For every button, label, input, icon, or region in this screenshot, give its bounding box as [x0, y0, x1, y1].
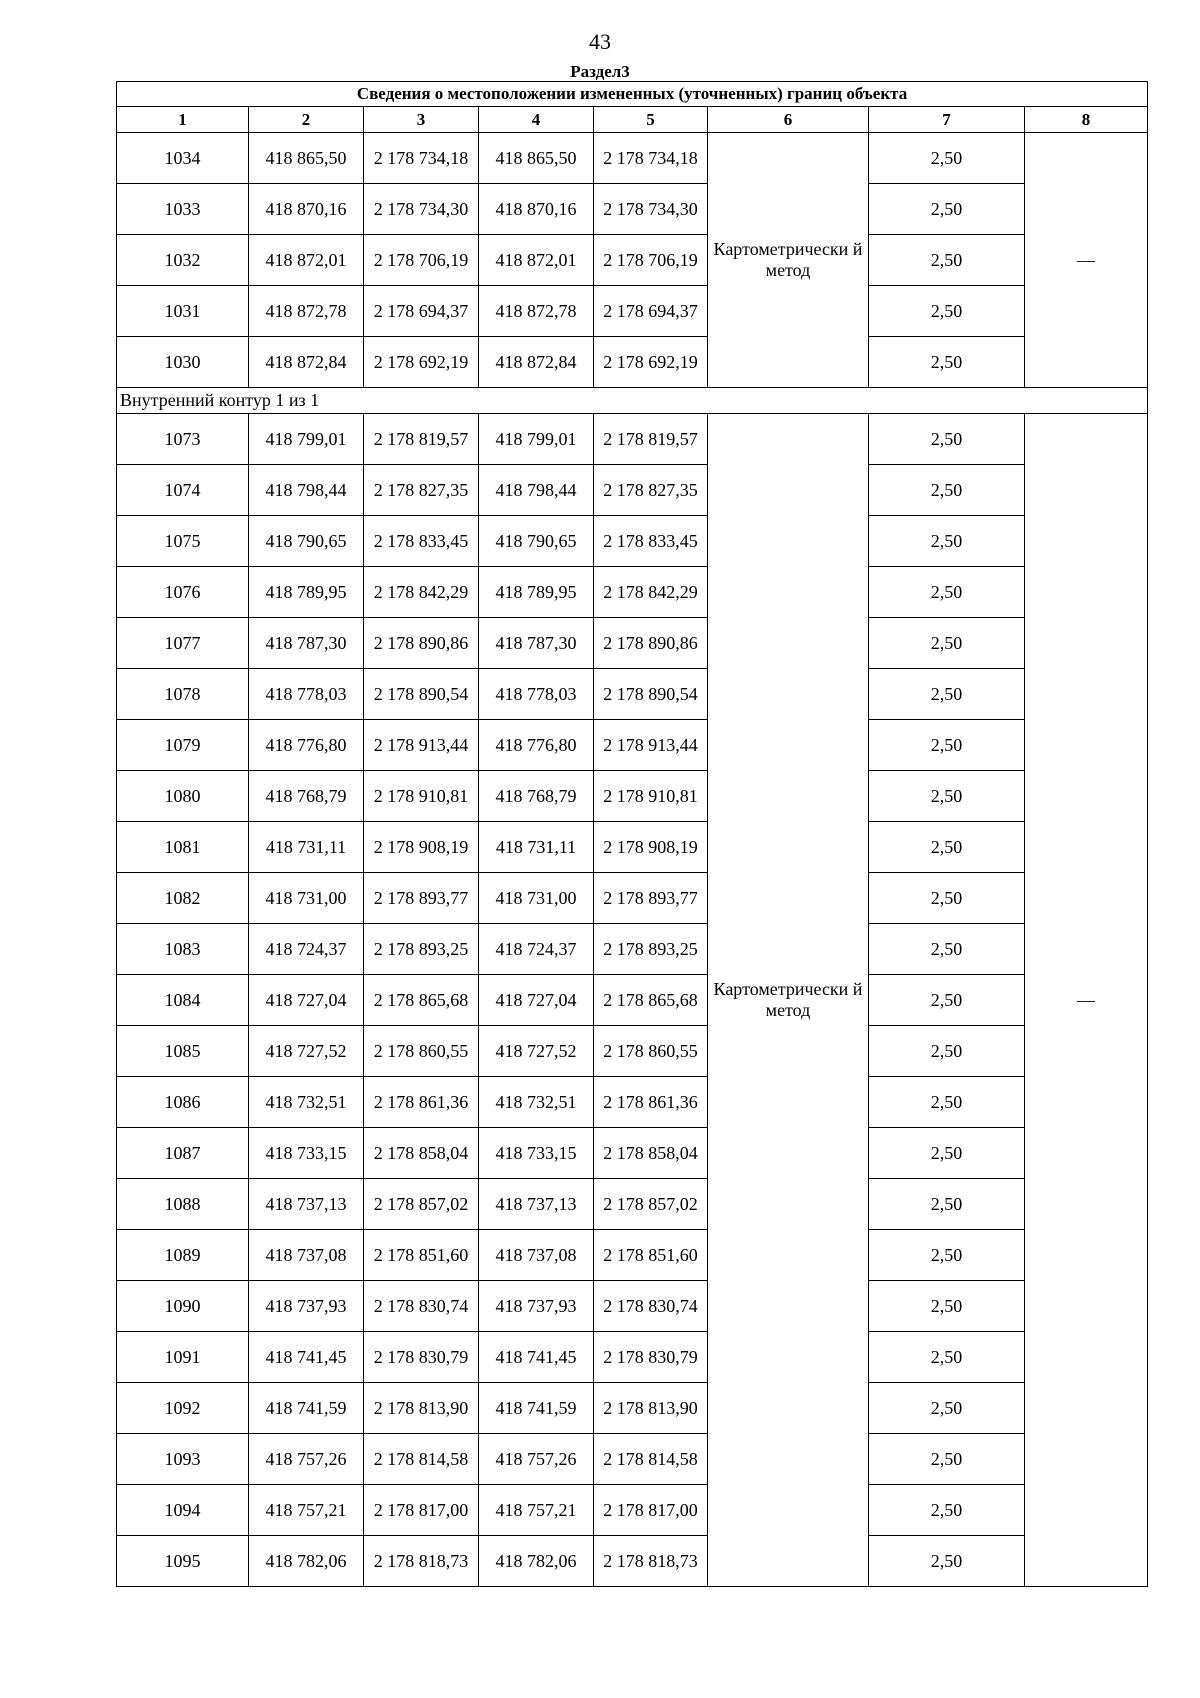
x-coordinate-cell: 418 737,93 — [479, 1281, 594, 1332]
point-number-cell: 1081 — [117, 822, 249, 873]
x-coordinate-cell: 418 872,01 — [479, 235, 594, 286]
y-coordinate-cell: 2 178 819,57 — [364, 414, 479, 465]
accuracy-cell: 2,50 — [869, 235, 1025, 286]
x-coordinate-cell: 418 757,26 — [249, 1434, 364, 1485]
x-coordinate-cell: 418 790,65 — [249, 516, 364, 567]
x-coordinate-cell: 418 727,04 — [249, 975, 364, 1026]
y-coordinate-cell: 2 178 813,90 — [594, 1383, 708, 1434]
point-number-cell: 1085 — [117, 1026, 249, 1077]
x-coordinate-cell: 418 872,84 — [249, 337, 364, 388]
point-number-cell: 1088 — [117, 1179, 249, 1230]
y-coordinate-cell: 2 178 890,86 — [364, 618, 479, 669]
point-number-cell: 1078 — [117, 669, 249, 720]
column-number-header: 8 — [1025, 107, 1148, 133]
x-coordinate-cell: 418 731,00 — [249, 873, 364, 924]
x-coordinate-cell: 418 872,78 — [479, 286, 594, 337]
point-number-cell: 1093 — [117, 1434, 249, 1485]
y-coordinate-cell: 2 178 842,29 — [364, 567, 479, 618]
y-coordinate-cell: 2 178 819,57 — [594, 414, 708, 465]
accuracy-cell: 2,50 — [869, 1281, 1025, 1332]
x-coordinate-cell: 418 732,51 — [479, 1077, 594, 1128]
x-coordinate-cell: 418 782,06 — [479, 1536, 594, 1587]
accuracy-cell: 2,50 — [869, 1383, 1025, 1434]
table-row — [117, 133, 1148, 184]
y-coordinate-cell: 2 178 706,19 — [594, 235, 708, 286]
table-title-row — [117, 82, 1148, 107]
y-coordinate-cell: 2 178 890,54 — [364, 669, 479, 720]
x-coordinate-cell: 418 865,50 — [249, 133, 364, 184]
x-coordinate-cell: 418 737,13 — [249, 1179, 364, 1230]
x-coordinate-cell: 418 768,79 — [479, 771, 594, 822]
y-coordinate-cell: 2 178 814,58 — [594, 1434, 708, 1485]
y-coordinate-cell: 2 178 860,55 — [364, 1026, 479, 1077]
point-number-cell: 1080 — [117, 771, 249, 822]
point-number-cell: 1089 — [117, 1230, 249, 1281]
y-coordinate-cell: 2 178 910,81 — [364, 771, 479, 822]
point-number-cell: 1073 — [117, 414, 249, 465]
x-coordinate-cell: 418 776,80 — [249, 720, 364, 771]
y-coordinate-cell: 2 178 908,19 — [364, 822, 479, 873]
point-number-cell: 1086 — [117, 1077, 249, 1128]
x-coordinate-cell: 418 731,11 — [479, 822, 594, 873]
x-coordinate-cell: 418 731,11 — [249, 822, 364, 873]
x-coordinate-cell: 418 757,21 — [249, 1485, 364, 1536]
y-coordinate-cell: 2 178 734,30 — [594, 184, 708, 235]
y-coordinate-cell: 2 178 818,73 — [594, 1536, 708, 1587]
point-number-cell: 1082 — [117, 873, 249, 924]
table-row — [117, 1332, 1148, 1383]
y-coordinate-cell: 2 178 893,77 — [594, 873, 708, 924]
accuracy-cell: 2,50 — [869, 286, 1025, 337]
table-row — [117, 1434, 1148, 1485]
column-number-header: 4 — [479, 107, 594, 133]
table-row — [117, 873, 1148, 924]
y-coordinate-cell: 2 178 865,68 — [364, 975, 479, 1026]
method-cell: Картометрически й метод — [708, 414, 869, 1587]
x-coordinate-cell: 418 787,30 — [249, 618, 364, 669]
x-coordinate-cell: 418 870,16 — [249, 184, 364, 235]
section-label: Раздел3 — [570, 62, 630, 81]
y-coordinate-cell: 2 178 830,79 — [594, 1332, 708, 1383]
y-coordinate-cell: 2 178 692,19 — [594, 337, 708, 388]
point-number-cell: 1094 — [117, 1485, 249, 1536]
y-coordinate-cell: 2 178 694,37 — [594, 286, 708, 337]
x-coordinate-cell: 418 865,50 — [479, 133, 594, 184]
table-body — [117, 133, 1148, 1587]
x-coordinate-cell: 418 872,78 — [249, 286, 364, 337]
table-row — [117, 1485, 1148, 1536]
table-row — [117, 1179, 1148, 1230]
accuracy-cell: 2,50 — [869, 1485, 1025, 1536]
point-number-cell: 1095 — [117, 1536, 249, 1587]
x-coordinate-cell: 418 782,06 — [249, 1536, 364, 1587]
y-coordinate-cell: 2 178 734,18 — [364, 133, 479, 184]
table-row — [117, 1536, 1148, 1587]
x-coordinate-cell: 418 870,16 — [479, 184, 594, 235]
accuracy-cell: 2,50 — [869, 1230, 1025, 1281]
y-coordinate-cell: 2 178 817,00 — [594, 1485, 708, 1536]
accuracy-cell: 2,50 — [869, 669, 1025, 720]
point-number-cell: 1087 — [117, 1128, 249, 1179]
x-coordinate-cell: 418 737,08 — [479, 1230, 594, 1281]
y-coordinate-cell: 2 178 830,79 — [364, 1332, 479, 1383]
y-coordinate-cell: 2 178 890,54 — [594, 669, 708, 720]
y-coordinate-cell: 2 178 890,86 — [594, 618, 708, 669]
table-row — [117, 822, 1148, 873]
y-coordinate-cell: 2 178 830,74 — [594, 1281, 708, 1332]
y-coordinate-cell: 2 178 734,18 — [594, 133, 708, 184]
x-coordinate-cell: 418 778,03 — [249, 669, 364, 720]
x-coordinate-cell: 418 757,26 — [479, 1434, 594, 1485]
x-coordinate-cell: 418 724,37 — [249, 924, 364, 975]
accuracy-cell: 2,50 — [869, 1026, 1025, 1077]
table-row — [117, 618, 1148, 669]
y-coordinate-cell: 2 178 817,00 — [364, 1485, 479, 1536]
x-coordinate-cell: 418 737,93 — [249, 1281, 364, 1332]
accuracy-cell: 2,50 — [869, 720, 1025, 771]
y-coordinate-cell: 2 178 827,35 — [594, 465, 708, 516]
table-row — [117, 465, 1148, 516]
x-coordinate-cell: 418 731,00 — [479, 873, 594, 924]
y-coordinate-cell: 2 178 818,73 — [364, 1536, 479, 1587]
accuracy-cell: 2,50 — [869, 975, 1025, 1026]
point-number-cell: 1032 — [117, 235, 249, 286]
y-coordinate-cell: 2 178 842,29 — [594, 567, 708, 618]
column-number-header: 3 — [364, 107, 479, 133]
y-coordinate-cell: 2 178 913,44 — [594, 720, 708, 771]
point-number-cell: 1083 — [117, 924, 249, 975]
y-coordinate-cell: 2 178 857,02 — [594, 1179, 708, 1230]
contour-label-row — [117, 388, 1148, 414]
accuracy-cell: 2,50 — [869, 771, 1025, 822]
x-coordinate-cell: 418 741,59 — [479, 1383, 594, 1434]
column-number-header: 2 — [249, 107, 364, 133]
y-coordinate-cell: 2 178 827,35 — [364, 465, 479, 516]
y-coordinate-cell: 2 178 734,30 — [364, 184, 479, 235]
point-number-cell: 1031 — [117, 286, 249, 337]
y-coordinate-cell: 2 178 851,60 — [594, 1230, 708, 1281]
table-row — [117, 975, 1148, 1026]
table-row — [117, 669, 1148, 720]
x-coordinate-cell: 418 727,52 — [249, 1026, 364, 1077]
table-row — [117, 516, 1148, 567]
point-number-cell: 1092 — [117, 1383, 249, 1434]
y-coordinate-cell: 2 178 858,04 — [594, 1128, 708, 1179]
column-number-header: 1 — [117, 107, 249, 133]
accuracy-cell: 2,50 — [869, 184, 1025, 235]
table-row — [117, 720, 1148, 771]
x-coordinate-cell: 418 733,15 — [249, 1128, 364, 1179]
x-coordinate-cell: 418 741,45 — [479, 1332, 594, 1383]
column-number-row — [117, 107, 1148, 133]
x-coordinate-cell: 418 741,59 — [249, 1383, 364, 1434]
table-row — [117, 286, 1148, 337]
y-coordinate-cell: 2 178 692,19 — [364, 337, 479, 388]
accuracy-cell: 2,50 — [869, 337, 1025, 388]
note-cell: — — [1025, 414, 1148, 1587]
accuracy-cell: 2,50 — [869, 618, 1025, 669]
x-coordinate-cell: 418 790,65 — [479, 516, 594, 567]
point-number-cell: 1074 — [117, 465, 249, 516]
y-coordinate-cell: 2 178 860,55 — [594, 1026, 708, 1077]
y-coordinate-cell: 2 178 830,74 — [364, 1281, 479, 1332]
accuracy-cell: 2,50 — [869, 414, 1025, 465]
x-coordinate-cell: 418 789,95 — [479, 567, 594, 618]
y-coordinate-cell: 2 178 913,44 — [364, 720, 479, 771]
x-coordinate-cell: 418 798,44 — [479, 465, 594, 516]
point-number-cell: 1030 — [117, 337, 249, 388]
contour-label: Внутренний контур 1 из 1 — [117, 388, 1148, 414]
x-coordinate-cell: 418 799,01 — [479, 414, 594, 465]
x-coordinate-cell: 418 872,01 — [249, 235, 364, 286]
accuracy-cell: 2,50 — [869, 1332, 1025, 1383]
accuracy-cell: 2,50 — [869, 873, 1025, 924]
x-coordinate-cell: 418 737,13 — [479, 1179, 594, 1230]
table-title: Сведения о местоположении измененных (уточненных) границ объекта — [117, 82, 1148, 107]
column-number-header: 5 — [594, 107, 708, 133]
point-number-cell: 1079 — [117, 720, 249, 771]
accuracy-cell: 2,50 — [869, 1077, 1025, 1128]
point-number-cell: 1076 — [117, 567, 249, 618]
y-coordinate-cell: 2 178 833,45 — [594, 516, 708, 567]
x-coordinate-cell: 418 737,08 — [249, 1230, 364, 1281]
boundary-coordinates-table — [116, 81, 1148, 1587]
x-coordinate-cell: 418 872,84 — [479, 337, 594, 388]
y-coordinate-cell: 2 178 858,04 — [364, 1128, 479, 1179]
y-coordinate-cell: 2 178 908,19 — [594, 822, 708, 873]
method-cell: Картометрически й метод — [708, 133, 869, 388]
x-coordinate-cell: 418 787,30 — [479, 618, 594, 669]
accuracy-cell: 2,50 — [869, 516, 1025, 567]
x-coordinate-cell: 418 778,03 — [479, 669, 594, 720]
x-coordinate-cell: 418 799,01 — [249, 414, 364, 465]
accuracy-cell: 2,50 — [869, 567, 1025, 618]
accuracy-cell: 2,50 — [869, 133, 1025, 184]
x-coordinate-cell: 418 732,51 — [249, 1077, 364, 1128]
accuracy-cell: 2,50 — [869, 1179, 1025, 1230]
table-row — [117, 1026, 1148, 1077]
x-coordinate-cell: 418 741,45 — [249, 1332, 364, 1383]
x-coordinate-cell: 418 724,37 — [479, 924, 594, 975]
y-coordinate-cell: 2 178 893,25 — [364, 924, 479, 975]
accuracy-cell: 2,50 — [869, 465, 1025, 516]
y-coordinate-cell: 2 178 893,25 — [594, 924, 708, 975]
note-cell: — — [1025, 133, 1148, 388]
y-coordinate-cell: 2 178 910,81 — [594, 771, 708, 822]
point-number-cell: 1091 — [117, 1332, 249, 1383]
table-row — [117, 1128, 1148, 1179]
y-coordinate-cell: 2 178 857,02 — [364, 1179, 479, 1230]
x-coordinate-cell: 418 776,80 — [479, 720, 594, 771]
y-coordinate-cell: 2 178 861,36 — [364, 1077, 479, 1128]
y-coordinate-cell: 2 178 706,19 — [364, 235, 479, 286]
y-coordinate-cell: 2 178 865,68 — [594, 975, 708, 1026]
accuracy-cell: 2,50 — [869, 1536, 1025, 1587]
point-number-cell: 1075 — [117, 516, 249, 567]
table-row — [117, 1230, 1148, 1281]
point-number-cell: 1090 — [117, 1281, 249, 1332]
x-coordinate-cell: 418 768,79 — [249, 771, 364, 822]
x-coordinate-cell: 418 727,04 — [479, 975, 594, 1026]
table-row — [117, 235, 1148, 286]
table-row — [117, 1077, 1148, 1128]
x-coordinate-cell: 418 757,21 — [479, 1485, 594, 1536]
table-row — [117, 337, 1148, 388]
y-coordinate-cell: 2 178 833,45 — [364, 516, 479, 567]
table-row — [117, 184, 1148, 235]
y-coordinate-cell: 2 178 813,90 — [364, 1383, 479, 1434]
point-number-cell: 1033 — [117, 184, 249, 235]
point-number-cell: 1034 — [117, 133, 249, 184]
table-row — [117, 924, 1148, 975]
point-number-cell: 1084 — [117, 975, 249, 1026]
table-row — [117, 1281, 1148, 1332]
x-coordinate-cell: 418 798,44 — [249, 465, 364, 516]
table-row — [117, 567, 1148, 618]
x-coordinate-cell: 418 733,15 — [479, 1128, 594, 1179]
accuracy-cell: 2,50 — [869, 1434, 1025, 1485]
y-coordinate-cell: 2 178 694,37 — [364, 286, 479, 337]
page-number: 43 — [589, 29, 611, 54]
table-row — [117, 414, 1148, 465]
y-coordinate-cell: 2 178 893,77 — [364, 873, 479, 924]
column-number-header: 7 — [869, 107, 1025, 133]
table-row — [117, 1383, 1148, 1434]
accuracy-cell: 2,50 — [869, 924, 1025, 975]
x-coordinate-cell: 418 789,95 — [249, 567, 364, 618]
y-coordinate-cell: 2 178 861,36 — [594, 1077, 708, 1128]
table-row — [117, 771, 1148, 822]
point-number-cell: 1077 — [117, 618, 249, 669]
accuracy-cell: 2,50 — [869, 1128, 1025, 1179]
x-coordinate-cell: 418 727,52 — [479, 1026, 594, 1077]
y-coordinate-cell: 2 178 851,60 — [364, 1230, 479, 1281]
column-number-header: 6 — [708, 107, 869, 133]
y-coordinate-cell: 2 178 814,58 — [364, 1434, 479, 1485]
accuracy-cell: 2,50 — [869, 822, 1025, 873]
